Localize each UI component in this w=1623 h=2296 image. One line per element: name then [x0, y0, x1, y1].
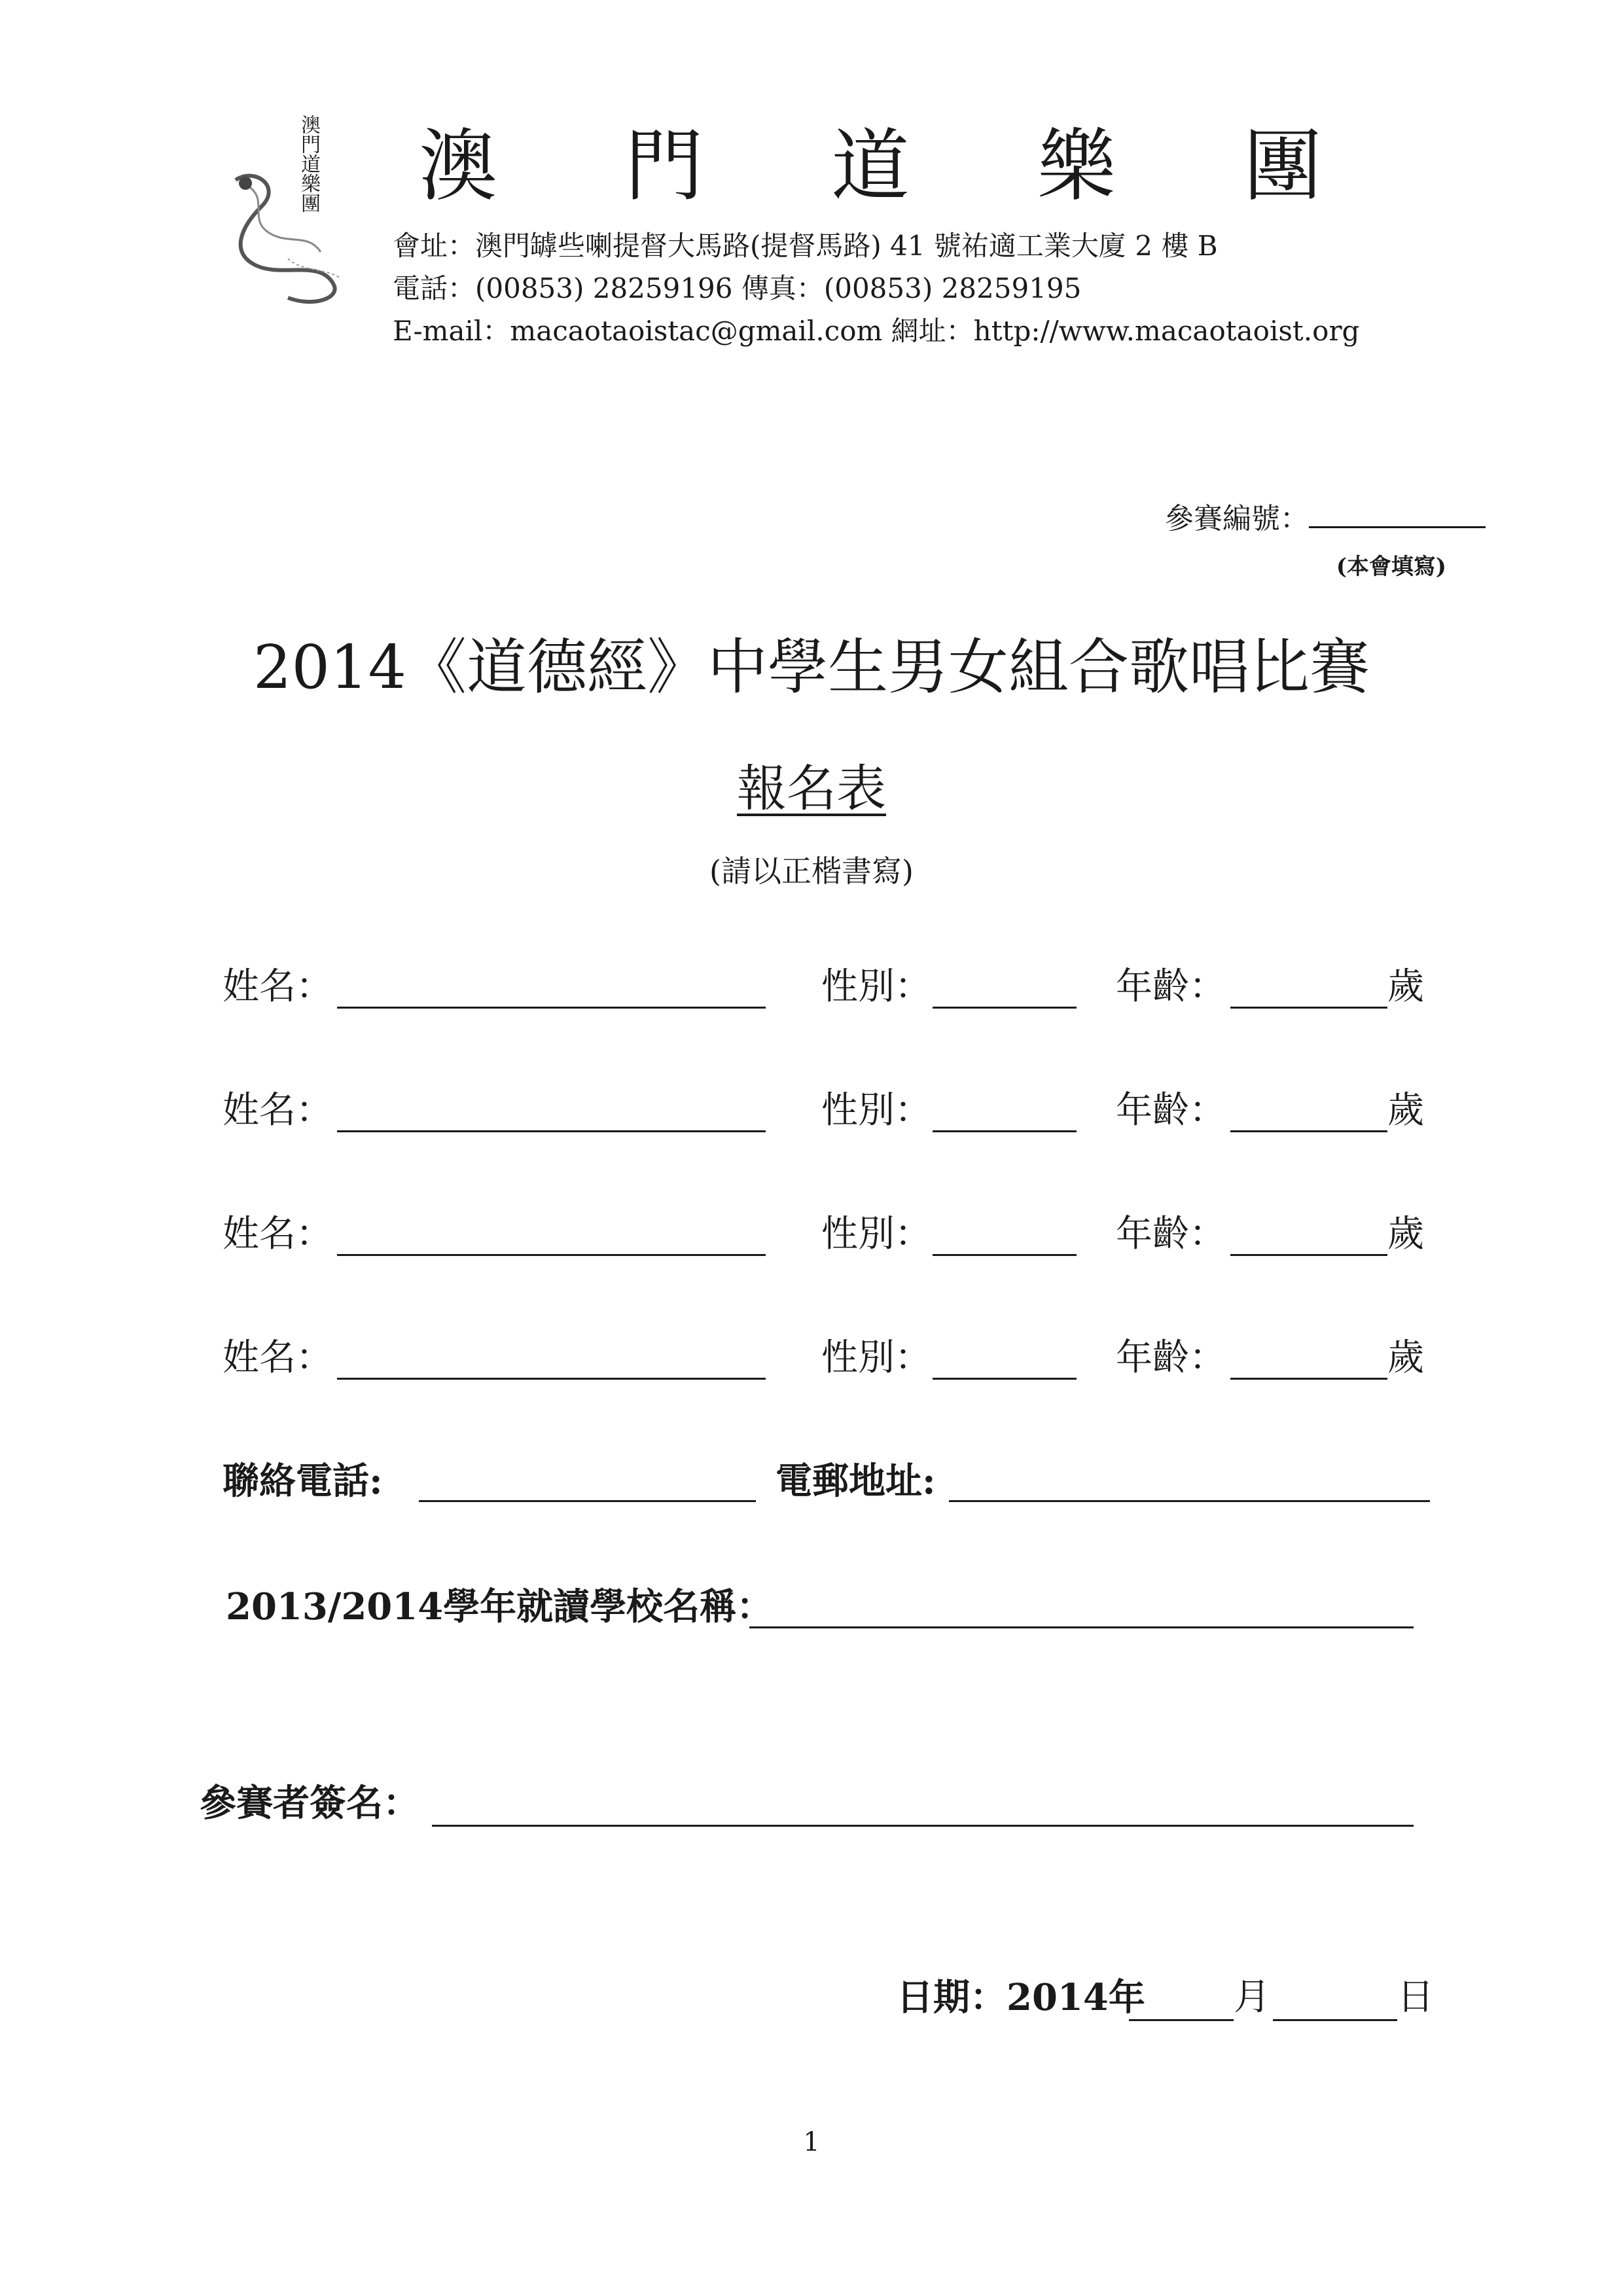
age-field[interactable]	[1230, 1007, 1387, 1009]
name-field[interactable]	[337, 1378, 766, 1380]
entry-number	[1165, 495, 1486, 537]
age-label: 年齡：	[1116, 1089, 1226, 1132]
title-char: 樂	[1037, 121, 1116, 212]
age-unit: 歲	[1387, 1089, 1424, 1132]
date-day-label: 日	[1397, 1976, 1434, 2018]
signature-field[interactable]	[432, 1825, 1414, 1827]
signature-label: 參賽者簽名：	[200, 1782, 419, 1825]
age-label: 年齡：	[1116, 1213, 1226, 1255]
age-unit: 歲	[1387, 1336, 1424, 1379]
school-field[interactable]	[749, 1626, 1414, 1628]
age-unit: 歲	[1387, 1213, 1424, 1255]
page-number: 1	[803, 2127, 820, 2157]
title-char: 道	[831, 121, 910, 212]
form-note: (請以正楷書寫)	[709, 853, 914, 889]
form-name	[0, 759, 1623, 818]
title-char: 門	[625, 121, 704, 212]
email-field[interactable]	[949, 1500, 1430, 1502]
age-field[interactable]	[1230, 1130, 1387, 1132]
gender-field[interactable]	[933, 1254, 1077, 1256]
gender-label: 性別：	[821, 1089, 931, 1132]
school-label: 2013/2014學年就讀學校名稱：	[226, 1585, 774, 1628]
entry-number-label: 參賽編號：	[1165, 502, 1309, 535]
age-unit: 歲	[1387, 965, 1424, 1008]
date-day-field[interactable]	[1273, 2019, 1397, 2021]
entry-note: (本會填寫)	[1336, 554, 1446, 580]
name-field[interactable]	[337, 1254, 766, 1256]
name-label: 姓名：	[223, 1213, 332, 1255]
age-label: 年齡：	[1116, 965, 1226, 1008]
competition-title: 2014《道德經》中學生男女組合歌唱比賽	[253, 632, 1370, 702]
address-line: 會址：澳門罅些喇提督大馬路(提督馬路) 41 號祐適工業大廈 2 樓 B	[393, 230, 1218, 262]
email-label: 電郵地址:	[776, 1460, 936, 1503]
name-field[interactable]	[337, 1007, 766, 1009]
contact-phone-label: 聯絡電話:	[223, 1460, 383, 1503]
phone-fax-line: 電話：(00853) 28259196 傳真：(00853) 28259195	[393, 272, 1082, 304]
gender-field[interactable]	[933, 1378, 1077, 1380]
gender-label: 性別：	[821, 1213, 931, 1255]
name-label: 姓名：	[223, 1336, 332, 1379]
title-char: 團	[1243, 121, 1322, 212]
email-web-line: E-mail：macaotaoistac@gmail.com 網址：http://www.macaotaoist.org	[393, 315, 1360, 347]
name-label: 姓名：	[223, 1089, 332, 1132]
date-month-field[interactable]	[1129, 2019, 1234, 2021]
entry-number-field[interactable]	[1309, 520, 1486, 528]
age-field[interactable]	[1230, 1254, 1387, 1256]
organization-title	[419, 121, 1322, 212]
form-name-text: 報名表	[737, 759, 886, 817]
gender-field[interactable]	[933, 1007, 1077, 1009]
contact-phone-field[interactable]	[419, 1500, 756, 1502]
gender-field[interactable]	[933, 1130, 1077, 1132]
date-label-text: 日期：	[897, 1976, 1007, 2019]
date-label	[897, 1975, 1145, 2020]
age-label: 年齡：	[1116, 1336, 1226, 1379]
name-label: 姓名：	[223, 965, 332, 1008]
name-field[interactable]	[337, 1130, 766, 1132]
age-field[interactable]	[1230, 1378, 1387, 1380]
gender-label: 性別：	[821, 1336, 931, 1379]
date-year: 2014年	[1007, 1976, 1145, 2019]
title-char: 澳	[419, 121, 497, 212]
logo-vertical-text: 澳門道樂團	[297, 115, 320, 213]
date-month-label: 月	[1234, 1976, 1270, 2018]
gender-label: 性別：	[821, 965, 931, 1008]
dragon-logo-icon	[209, 160, 353, 311]
